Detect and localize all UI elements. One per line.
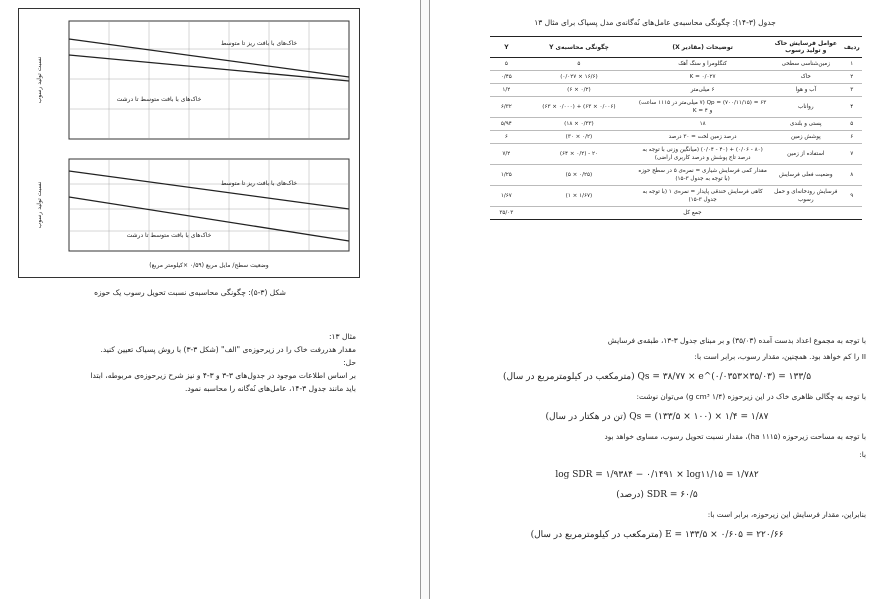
- cell-no: ۶: [842, 131, 862, 144]
- x-axis-label: وضعیت سطح/ مایل مربع (۰/۵۹ ×کیلومتر مربع): [149, 262, 269, 269]
- cell-calculation: ۲۰ - (۰/۲ × ۶۴): [523, 144, 635, 165]
- body-line-6: بنابراین، مقدار فرسایش این زیرحوزه، برابر است با:: [707, 510, 866, 519]
- cell-y: ۵/۹۴: [490, 118, 523, 131]
- equation-log-sdr: log SDR = ۱/۹۳۸۴ − ۰/۱۴۹۱ × log۱۱/۱۵ = ۱/۷۸۲: [555, 470, 759, 480]
- cell-y: ۰/۴۵: [490, 71, 523, 84]
- sdr-figure: [18, 8, 360, 278]
- cell-y: ۱/۲۵: [490, 165, 523, 186]
- left-page: [0, 0, 420, 599]
- cell-factor: خاک: [770, 71, 842, 84]
- top-panel-frame: [69, 21, 349, 139]
- cell-no: ۹: [842, 186, 862, 207]
- cell-calculation: (۱/۶۷ × ۱): [523, 186, 635, 207]
- cell-calculation: (۰/۲۵ × ۵): [523, 165, 635, 186]
- solution-heading: حل:: [343, 358, 356, 367]
- top-line-fine: [69, 39, 349, 77]
- total-value: ۳۵/۰۳: [490, 207, 523, 220]
- cell-factor: رواناب: [770, 97, 842, 118]
- example-question: مقدار هدررفت خاک را در زیرحوزه‌ی "الف" (شکل ۳-۳) با روش پسیاک تعیین کنید.: [100, 345, 356, 354]
- bottom-label-coarse: خاک‌های با بافت متوسط تا درشت: [126, 232, 212, 239]
- cell-description: K = ۰/۰۲۷: [635, 71, 770, 84]
- factors-table: [490, 36, 862, 220]
- top-y-label: نسبت تولید رسوب: [36, 56, 43, 104]
- top-label-coarse: خاک‌های با بافت متوسط تا درشت: [116, 96, 202, 103]
- cell-calculation: (۰/۰۰۶ × ۶۳) + (۰/۰۰۰ × ۶۳): [523, 97, 635, 118]
- cell-description: کاهی فرسایش خندقی پایدار = نمره‌ی ۱ (با توجه به جدول ۳-۱۵): [635, 186, 770, 207]
- cell-no: ۱: [842, 58, 862, 71]
- top-label-fine: خاک‌های با بافت ریز تا متوسط: [220, 40, 298, 47]
- cell-description: درصد زمین لخت = ۳۰ درصد: [635, 131, 770, 144]
- table-header-row: [490, 37, 862, 58]
- body-line-3: با توجه به چگالی ظاهری خاک در این زیرحوزه (۱/۴ g cm³) می‌توان نوشت:: [636, 392, 866, 401]
- example-heading: مثال ۱۳:: [329, 332, 356, 341]
- figure-caption: شکل (۳-۵): چگونگی محاسبه‌ی نسبت تحویل رسوب یک حوزه: [94, 288, 286, 297]
- table-row: [490, 118, 862, 131]
- total-label: جمع کل: [523, 207, 862, 220]
- equation-sdr: SDR = ۶۰/۵ (درصد): [616, 490, 698, 500]
- header-factor: عوامل فرسایش خاک و تولید رسوب: [770, 37, 842, 58]
- equation-qs-2: Qs = (۱۳۳/۵ × ۱۰۰) × ۱/۴ = ۱/۸۷ (تن در هکتار در سال): [545, 412, 769, 422]
- cell-description: مقدار کمی فرسایش شیاری = نمره‌ی ۵ در سطح حوزه (با توجه به جدول ۳-۱۵): [635, 165, 770, 186]
- cell-calculation: (۰/۲ × ۳۰): [523, 131, 635, 144]
- cell-description: ۱۸: [635, 118, 770, 131]
- header-row-no: ردیف: [842, 37, 862, 58]
- cell-factor: زمین‌شناسی سطحی: [770, 58, 842, 71]
- cell-no: ۲: [842, 71, 862, 84]
- cell-no: ۷: [842, 144, 862, 165]
- table-row: [490, 84, 862, 97]
- cell-y: ۷/۲: [490, 144, 523, 165]
- equation-erosion: E = ۱۳۳/۵ × ۰/۶۰۵ = ۲۲۰/۶۶ (مترمکعب در کیلومترمربع در سال): [530, 530, 784, 540]
- table-row: [490, 97, 862, 118]
- table-row: [490, 165, 862, 186]
- header-calculation: چگونگی محاسبه‌ی Y: [523, 37, 635, 58]
- solution-line-2: باید مانند جدول ۳-۱۴، عامل‌های نُه‌گانه را محاسبه نمود.: [184, 384, 356, 393]
- cell-no: ۵: [842, 118, 862, 131]
- cell-y: ۱/۲: [490, 84, 523, 97]
- bottom-label-fine: خاک‌های با بافت ریز تا متوسط: [220, 180, 298, 187]
- body-line-2: II را کم خواهد بود. همچنین، مقدار رسوب، برابر است با:: [694, 352, 866, 361]
- cell-no: ۴: [842, 97, 862, 118]
- bottom-y-label: نسبت تولید رسوب: [36, 181, 43, 229]
- table-row: [490, 144, 862, 165]
- cell-factor: پوشش زمین: [770, 131, 842, 144]
- cell-y: ۶: [490, 131, 523, 144]
- cell-factor: فرسایش رودخانه‌ای و حمل رسوب: [770, 186, 842, 207]
- right-page: [430, 0, 885, 599]
- top-grid: [69, 21, 349, 139]
- cell-factor: وضعیت فعلی فرسایش: [770, 165, 842, 186]
- cell-factor: پستی و بلندی: [770, 118, 842, 131]
- cell-calculation: (۱۶/۶ × ۰/۰۲۷): [523, 71, 635, 84]
- body-line-5: با:: [859, 450, 866, 459]
- cell-y: ۶/۳۲: [490, 97, 523, 118]
- table-row: [490, 186, 862, 207]
- cell-description: (۸۰ - ۰/۰۶) + (۴۰ - ۰/۰۴) (میانگین وزنی با توجه به درصد تاج پوشش و درصد کاربری اراضی): [635, 144, 770, 165]
- header-description: توضیحات (مقادیر X): [635, 37, 770, 58]
- table-row: [490, 131, 862, 144]
- top-line-coarse: [69, 55, 349, 81]
- table-row: [490, 58, 862, 71]
- cell-y: ۵: [490, 58, 523, 71]
- cell-factor: آب و هوا: [770, 84, 842, 97]
- cell-description: Qp = (۷۰۰/۱۱/۱۵) = ۶۳ (۷ میلی‌متر در ۱۱۱۵ ساعت) و K = ۴: [635, 97, 770, 118]
- cell-calculation: (۰/۲ × ۶): [523, 84, 635, 97]
- solution-line-1: بر اساس اطلاعات موجود در جدول‌های ۳-۳ و ۳-۴ و نیز شرح زیرحوزه‌ی مربوطه، ابتدا: [90, 371, 356, 380]
- cell-factor: استفاده از زمین: [770, 144, 842, 165]
- table-row: [490, 71, 862, 84]
- table-total-row: [490, 207, 862, 220]
- sdr-chart: [19, 9, 359, 277]
- example-text: [14, 330, 356, 395]
- cell-y: ۱/۶۷: [490, 186, 523, 207]
- equation-qs-1: Qs = ۳۸/۷۷ × e^(۰/۰۳۵۳×۳۵/۰۳) = ۱۳۳/۵ (مترمکعب در کیلومترمربع در سال): [502, 372, 812, 382]
- cell-calculation: ۵: [523, 58, 635, 71]
- table-title: جدول (۳-۱۴): چگونگی محاسبه‌ی عامل‌های نُه‌گانه‌ی مدل پسیاک برای مثال ۱۳: [534, 18, 776, 27]
- body-line-4: با توجه به مساحت زیرحوزه (۱۱۱۵ ha)، مقدار نسبت تحویل رسوب، مساوی خواهد بود: [604, 432, 866, 441]
- cell-description: ۶ میلی‌متر: [635, 84, 770, 97]
- cell-no: ۸: [842, 165, 862, 186]
- page-gutter: [420, 0, 430, 599]
- cell-no: ۳: [842, 84, 862, 97]
- body-line-1: با توجه به مجموع اعداد بدست آمده (۳۵/۰۳) و بر مبنای جدول ۳-۱۳، طبقه‌ی فرسایش: [607, 336, 866, 345]
- cell-description: کنگلومرا و سنگ آهک: [635, 58, 770, 71]
- cell-calculation: (۰/۳۳ × ۱۸): [523, 118, 635, 131]
- header-y: Y: [490, 37, 523, 58]
